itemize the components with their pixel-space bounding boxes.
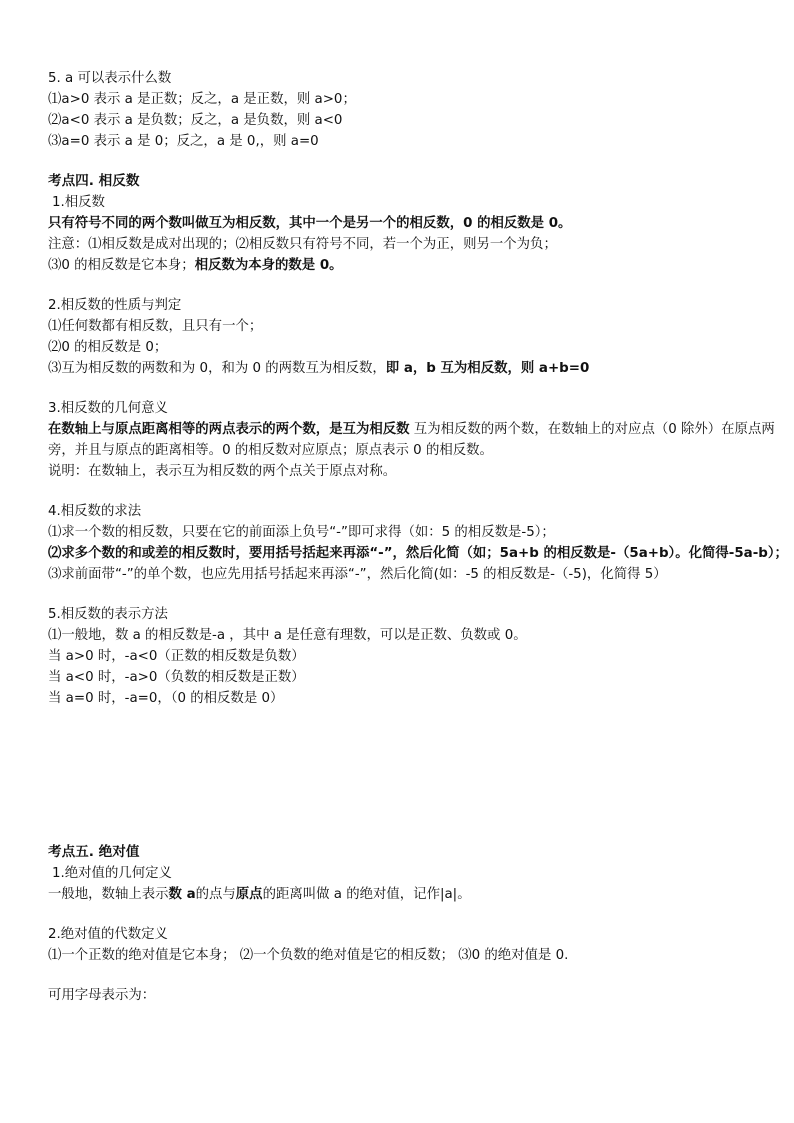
k5-part-1-text-3: 的距离叫做 a 的绝对值，记作|a|。 — [262, 887, 471, 902]
k5-part-2-line-1: ⑴一个正数的绝对值是它本身； ⑵一个负数的绝对值是它的相反数； ⑶0 的绝对值是 0. — [48, 948, 569, 963]
k4-part-1-definition: 只有符号不同的两个数叫做互为相反数，其中一个是另一个的相反数，0 的相反数是 0。 — [48, 216, 572, 231]
k5-part-1-definition — [48, 884, 788, 905]
k4-part-1-note: 注意：⑴相反数是成对出现的；⑵相反数只有符号不同，若一个为正，则另一个为负； — [48, 237, 557, 252]
k4-part-3-plain: 互为相反数的两个数，在数轴上的对应点（0 除外）在原点两旁，并且与原点的距离相等。0 的相反数对应原点；原点表示 0 的相反数。 — [48, 422, 775, 458]
k4-part-2-title: 2.相反数的性质与判定 — [48, 298, 182, 313]
spacer — [48, 379, 788, 398]
k4-part-4-line-1: ⑴求一个数的相反数，只要在它的前面添上负号“-”即可求得（如：5 的相反数是-5）； — [48, 525, 555, 540]
k5-part-1-title: 1.绝对值的几何定义 — [52, 866, 172, 881]
k4-part-2-line-3-plain: ⑶互为相反数的两数和为 0，和为 0 的两数互为相反数， — [48, 361, 386, 376]
k4-part-5-line-3: 当 a<0 时，-a>0（负数的相反数是正数） — [48, 670, 305, 685]
k5-part-1-bold-2: 原点 — [235, 887, 263, 902]
section-5-line-3: ⑶a=0 表示 a 是 0；反之，a 是 0,，则 a=0 — [48, 134, 319, 149]
k4-part-5-line-1: ⑴一般地，数 a 的相反数是-a ，其中 a 是任意有理数，可以是正数、负数或 0。 — [48, 628, 527, 643]
spacer — [48, 709, 788, 842]
k5-tail-text: 可用字母表示为： — [48, 988, 156, 1003]
k4-part-3-bold: 在数轴上与原点距离相等的两点表示的两个数，是互为相反数 — [48, 422, 410, 437]
k4-part-2-line-1: ⑴任何数都有相反数，且只有一个； — [48, 319, 263, 334]
k4-part-4-line-2: ⑵求多个数的和或差的相反数时，要用括号括起来再添“-”，然后化简（如；5a+b 的相反数是-（5a+b）。化简得-5a-b）； — [48, 546, 788, 561]
k4-part-4-title: 4.相反数的求法 — [48, 504, 142, 519]
k4-part-2-line-3 — [48, 358, 788, 379]
k4-part-2-line-3-bold: 即 a，b 互为相反数，则 a+b=0 — [385, 361, 590, 376]
k4-part-3-title: 3.相反数的几何意义 — [48, 401, 168, 416]
k5-part-1-text-1: 一般地，数轴上表示 — [48, 887, 169, 902]
k4-part-2-line-2: ⑵0 的相反数是 0； — [48, 340, 168, 355]
k5-part-1-bold-1: 数 a — [168, 887, 196, 902]
k4-part-5-line-4: 当 a=0 时，-a=0，（0 的相反数是 0） — [48, 691, 284, 706]
section-5-line-2: ⑵a<0 表示 a 是负数；反之，a 是负数，则 a<0 — [48, 113, 343, 128]
k4-part-1-line-3-bold: 相反数为本身的数是 0。 — [194, 258, 343, 273]
k4-part-5-title: 5.相反数的表示方法 — [48, 607, 168, 622]
k5-part-1-text-2: 的点与 — [195, 887, 236, 902]
kaodian-4-heading: 考点四. 相反数 — [48, 173, 140, 189]
k4-part-1-title: 1.相反数 — [52, 195, 105, 210]
section-5-title: 5. a 可以表示什么数 — [48, 71, 172, 86]
spacer — [48, 905, 788, 924]
k4-part-3-note: 说明：在数轴上，表示互为相反数的两个点关于原点对称。 — [48, 464, 397, 479]
section-5-line-1: ⑴a>0 表示 a 是正数；反之，a 是正数，则 a>0； — [48, 92, 356, 107]
spacer — [48, 152, 788, 171]
k4-part-4-line-3: ⑶求前面带“-”的单个数，也应先用括号括起来再添“-”，然后化简(如：-5 的相反数是-（-5)，化简得 5） — [48, 567, 667, 582]
spacer — [48, 276, 788, 295]
spacer — [48, 482, 788, 501]
k5-part-2-title: 2.绝对值的代数定义 — [48, 927, 168, 942]
spacer — [48, 966, 788, 985]
k4-part-1-line-3 — [48, 255, 788, 276]
k4-part-1-line-3-plain: ⑶0 的相反数是它本身； — [48, 258, 195, 273]
k4-part-3-paragraph — [48, 419, 788, 461]
k4-part-5-line-2: 当 a>0 时，-a<0（正数的相反数是负数） — [48, 649, 305, 664]
document-page — [48, 68, 788, 1006]
spacer — [48, 585, 788, 604]
kaodian-5-heading: 考点五. 绝对值 — [48, 844, 140, 860]
